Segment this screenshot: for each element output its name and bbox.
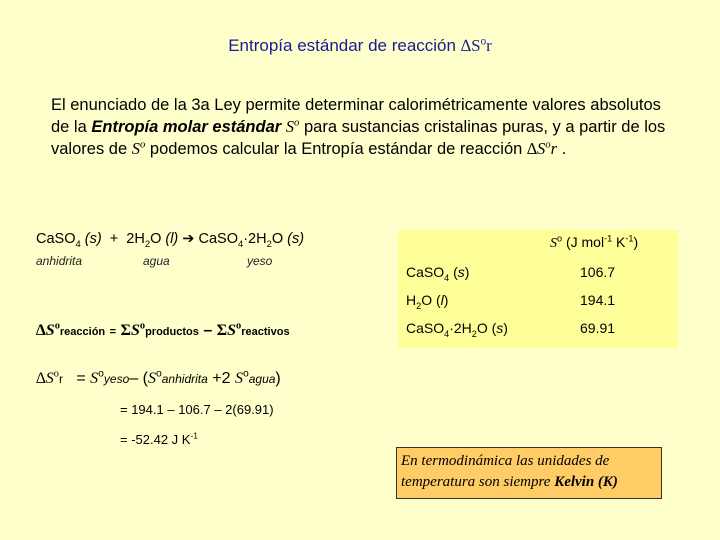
phase-label: (s)	[287, 231, 305, 247]
intro-text-1: El enunciado de la 3a Ley permite determinar calorimétricamente valores absolutos de la	[51, 96, 661, 136]
entropy-table	[398, 230, 678, 348]
intro-text-2: para sustancias cristalinas puras, y a partir de los valores de	[51, 118, 666, 158]
intro-emphasis: Entropía molar estándar	[91, 118, 282, 136]
table-row-value: 106.7	[580, 264, 616, 280]
phase-label: (s)	[84, 231, 102, 247]
entropy-symbol: S	[471, 36, 481, 55]
intro-end: .	[557, 140, 567, 158]
entropy-symbol-inline: $S^o$	[285, 116, 300, 136]
note-emphasis: Kelvin (K)	[554, 474, 618, 490]
reaction-symbol: r	[486, 36, 492, 55]
standard-symbol: o	[480, 35, 487, 48]
kelvin-note	[396, 447, 662, 499]
calculation-line-1: $\Delta S^or$ = $S^oyeso-$ ($S^oanhidrita +2$ $S^oagua$)	[36, 368, 281, 387]
delta-symbol: ∆	[460, 36, 472, 55]
entropy-symbol-inline-2: $S^o$	[131, 138, 146, 158]
table-row-species: CaSO$_4$ (s)	[406, 264, 470, 283]
table-row-species: $CaSO_4\cdot 2H_2O$ (s)	[406, 320, 508, 339]
species-label-yeso: yeso	[247, 254, 273, 268]
table-row-species: $H_2O$ (l)	[406, 292, 449, 311]
species-label-anhidrita: anhidrita	[36, 254, 83, 268]
calculation-line-2: = 194.1 – 106.7 – 2(69.91)	[120, 402, 274, 417]
table-row-value: 69.91	[580, 320, 616, 336]
calculation-line-3: = -52.42 J $K^{-1}$	[120, 430, 198, 447]
intro-paragraph	[51, 95, 671, 160]
title-symbol	[461, 36, 492, 55]
delta-s-reaction-symbol: $\Delta S^or$	[526, 138, 558, 158]
species-label-agua: agua	[143, 254, 170, 268]
title-text: Entropía estándar de reacción	[228, 36, 456, 55]
reaction-arrow-icon: ➔	[182, 231, 195, 247]
phase-label: (l)	[165, 231, 179, 247]
intro-text-3: podemos calcular la Entropía estándar de reacción	[145, 140, 527, 158]
chemical-reaction: CaSO$_4$ $(s) + 2H_2O$ (l) ➔ $CaSO_4\cdot 2H_2O$ (s)	[36, 231, 305, 249]
table-row-value: 194.1	[580, 292, 616, 308]
slide-title	[0, 36, 720, 56]
note-text: En termodinámica las unidades de temperatura son siempre	[401, 453, 610, 490]
general-entropy-equation: $\Delta S^oreacción$ = $\Sigma S^oproductos$ – $\Sigma S^oreactivos$	[36, 320, 290, 339]
table-header: $S^o$ (J mol$^{-1}$ $K^{-1}$)	[550, 233, 639, 251]
